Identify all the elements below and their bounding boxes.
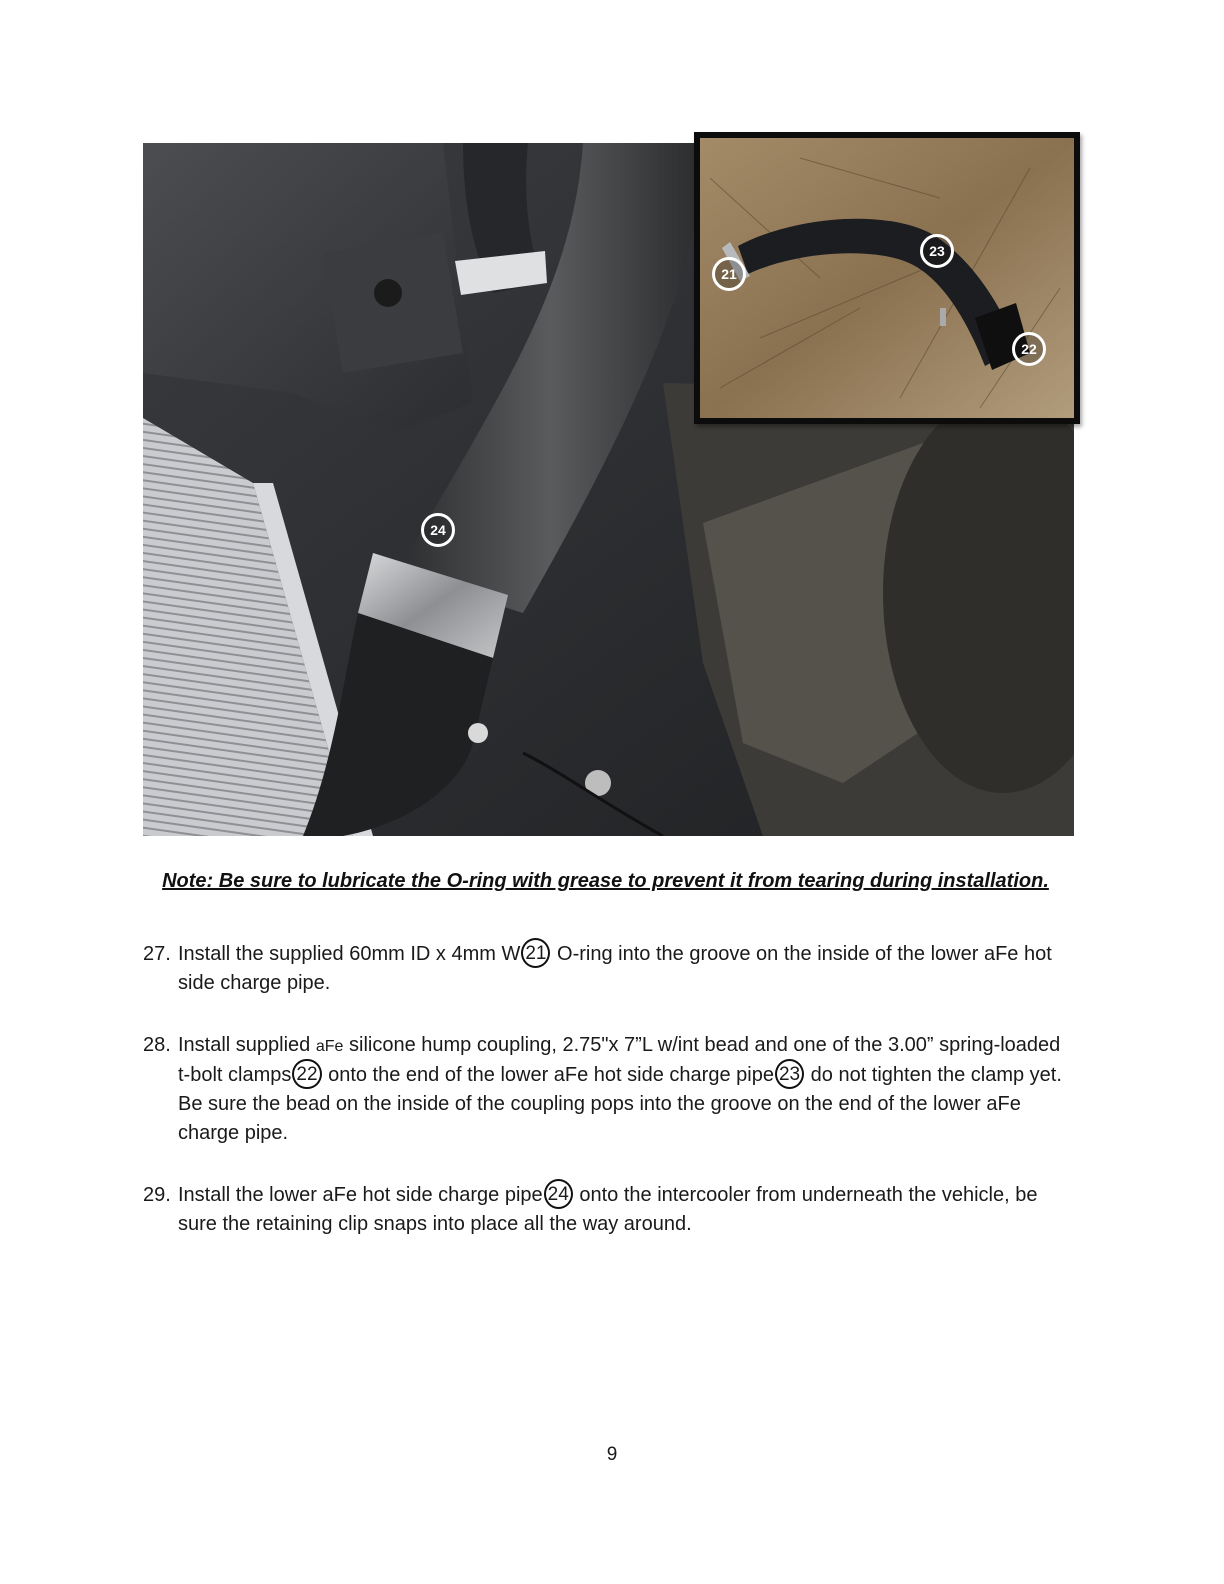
- part-ref-22: 22: [292, 1059, 321, 1089]
- part-ref-21: 21: [521, 938, 550, 968]
- callout-23-photo: 23: [920, 234, 954, 268]
- part-ref-24: 24: [544, 1179, 573, 1209]
- step-text: Install supplied: [178, 1034, 311, 1056]
- step-text: onto the end of the lower aFe hot side charge pipe: [328, 1064, 774, 1086]
- step-28: [143, 1031, 1078, 1148]
- step-number: 27.: [143, 943, 171, 965]
- inset-photo: [694, 132, 1080, 424]
- brand-text: aFe: [315, 1038, 344, 1055]
- callout-21-photo: 21: [712, 257, 746, 291]
- step-number: 29.: [143, 1184, 171, 1206]
- charge-pipe-illustration: [700, 138, 1074, 418]
- callout-22-photo: 22: [1012, 332, 1046, 366]
- step-29: [143, 1181, 1078, 1239]
- page-number: 9: [606, 1444, 618, 1465]
- lubrication-note: Note: Be sure to lubricate the O-ring with grease to prevent it from tearing during installation.: [162, 870, 1049, 892]
- part-ref-23: 23: [775, 1059, 804, 1089]
- step-text: O-ring into the groove on the inside of the lower aFe hot side charge pipe.: [178, 943, 1052, 994]
- step-text: onto the intercooler from underneath the vehicle, be sure the retaining clip snaps into place all the way around.: [178, 1184, 1038, 1235]
- step-text: Install the lower aFe hot side charge pipe: [178, 1184, 543, 1206]
- instruction-steps: [143, 940, 1078, 1239]
- step-text: do not tighten the clamp yet. Be sure the bead on the inside of the coupling pops into the groove on the end of the lower aFe charge pipe.: [178, 1064, 1062, 1144]
- step-27: [143, 940, 1078, 998]
- step-number: 28.: [143, 1034, 171, 1056]
- step-text: silicone hump coupling, 2.75"x 7”L w/int bead and one of the 3.00” spring-loaded t-bolt clamps: [178, 1034, 1061, 1086]
- step-text: Install the supplied 60mm ID x 4mm W: [178, 943, 521, 965]
- callout-24-photo: 24: [421, 513, 455, 547]
